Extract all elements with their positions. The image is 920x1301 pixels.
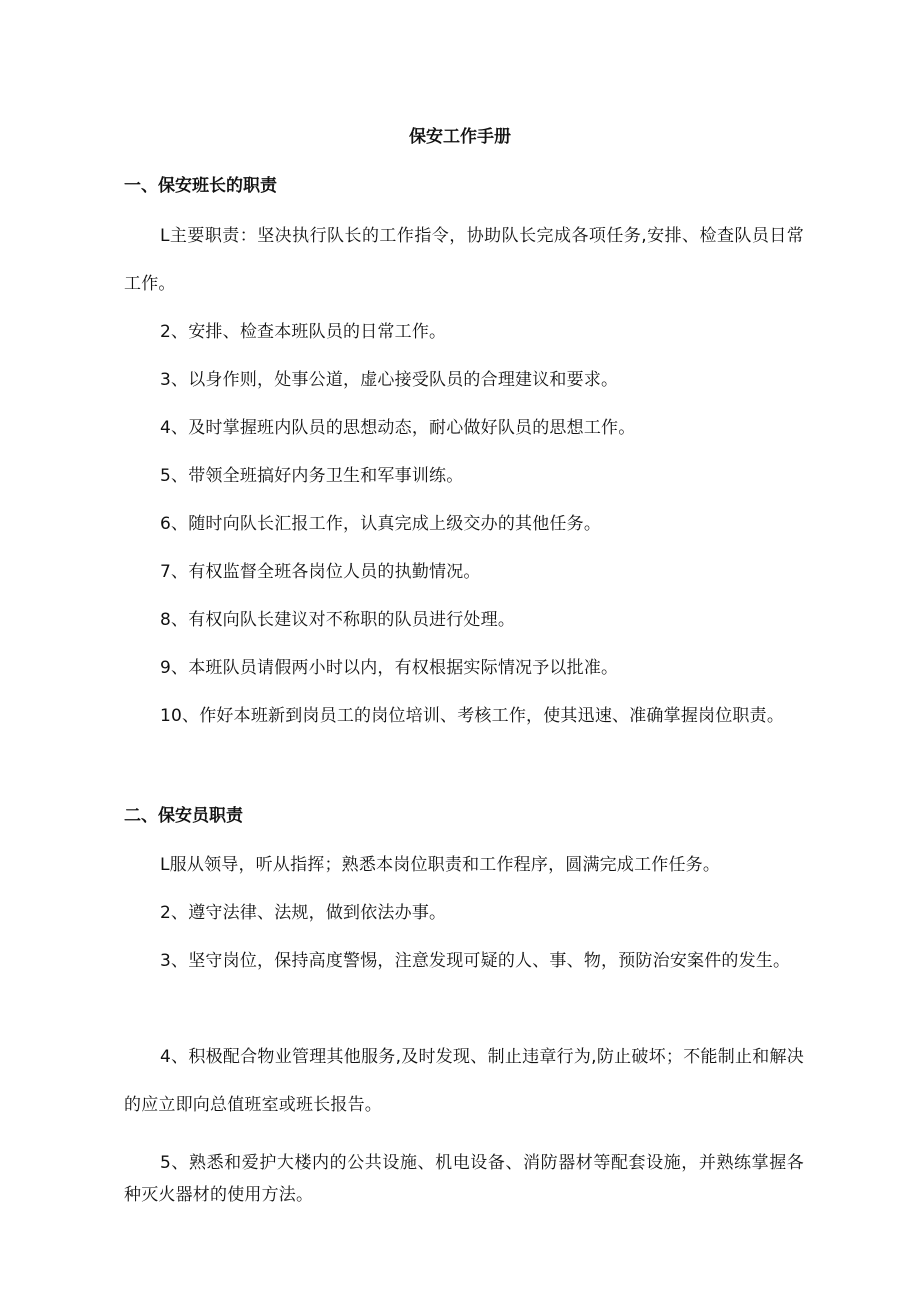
paragraph-leader-7: 7、有权监督全班各岗位人员的执勤情况。 bbox=[160, 562, 481, 582]
section-heading-guard: 二、保安员职责 bbox=[124, 806, 243, 826]
paragraph-guard-1: L服从领导，听从指挥；熟悉本岗位职责和工作程序，圆满完成工作任务。 bbox=[160, 855, 721, 875]
paragraph-guard-2: 2、遵守法律、法规，做到依法办事。 bbox=[160, 903, 447, 923]
paragraph-leader-1: L主要职责：坚决执行队长的工作指令，协助队长完成各项任务,安排、检查队员日常工作。 bbox=[124, 226, 804, 294]
document-title: 保安工作手册 bbox=[409, 127, 511, 147]
paragraph-leader-9: 9、本班队员请假两小时以内，有权根据实际情况予以批准。 bbox=[160, 658, 619, 678]
paragraph-leader-4: 4、及时掌握班内队员的思想动态，耐心做好队员的思想工作。 bbox=[160, 418, 636, 438]
paragraph-leader-5: 5、带领全班搞好内务卫生和军事训练。 bbox=[160, 466, 464, 486]
section-heading-squad-leader: 一、保安班长的职责 bbox=[124, 176, 277, 196]
paragraph-leader-8: 8、有权向队长建议对不称职的队员进行处理。 bbox=[160, 610, 516, 630]
paragraph-leader-6: 6、随时向队长汇报工作，认真完成上级交办的其他任务。 bbox=[160, 514, 602, 534]
paragraph-guard-5: 5、熟悉和爱护大楼内的公共设施、机电设备、消防器材等配套设施，并熟练掌握各种灭火器材的使用方法。 bbox=[124, 1153, 804, 1205]
paragraph-leader-3: 3、以身作则，处事公道，虚心接受队员的合理建议和要求。 bbox=[160, 370, 619, 390]
paragraph-guard-3: 3、坚守岗位，保持高度警惕，注意发现可疑的人、事、物，预防治安案件的发生。 bbox=[160, 951, 791, 971]
paragraph-leader-2: 2、安排、检查本班队员的日常工作。 bbox=[160, 322, 447, 342]
paragraph-leader-10: 10、作好本班新到岗员工的岗位培训、考核工作，使其迅速、准确掌握岗位职责。 bbox=[160, 706, 785, 726]
paragraph-guard-4: 4、积极配合物业管理其他服务,及时发现、制止违章行为,防止破坏；不能制止和解决的应立即向总值班室或班长报告。 bbox=[124, 1047, 804, 1115]
